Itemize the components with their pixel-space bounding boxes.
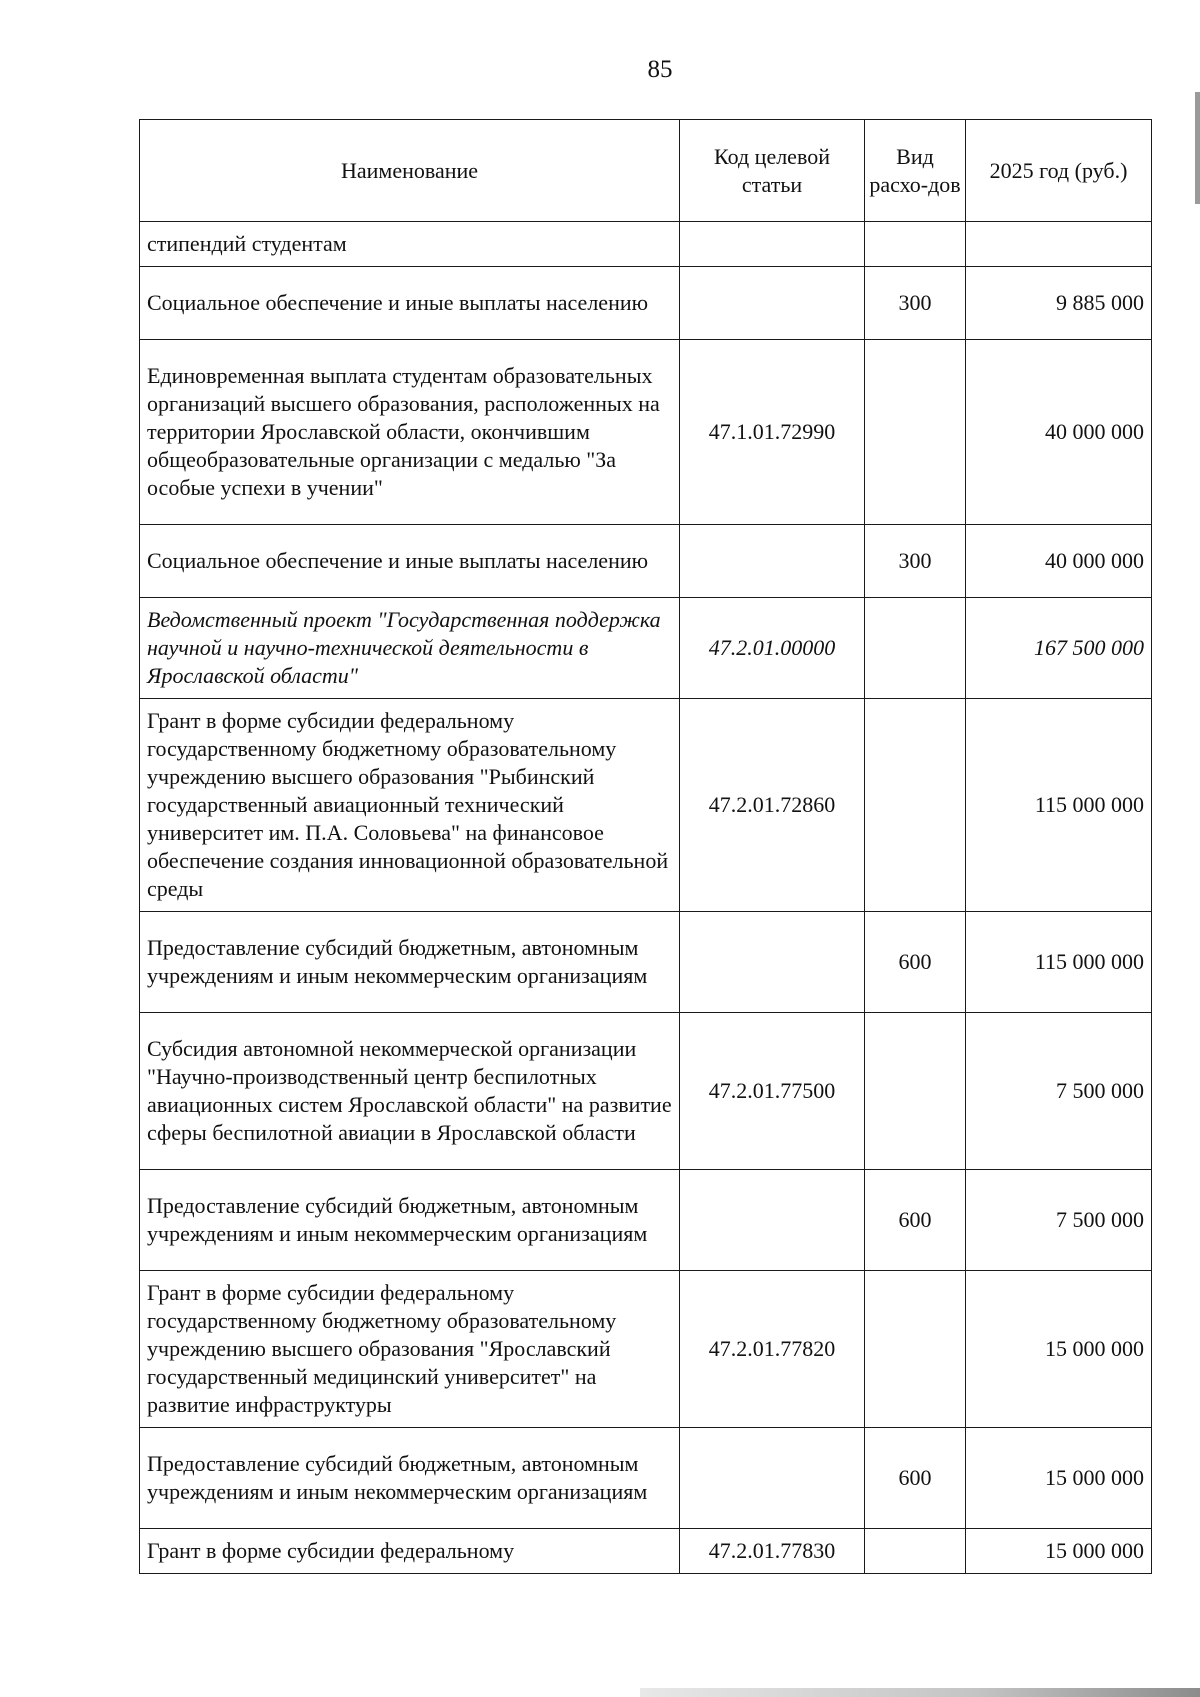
- header-code: Код целевой статьи: [680, 120, 865, 222]
- table-body: [140, 222, 1152, 1574]
- table-row: [140, 1428, 1152, 1529]
- cell-type: [865, 598, 966, 699]
- header-row: [140, 120, 1152, 222]
- header-amount: 2025 год (руб.): [966, 120, 1152, 222]
- header-name: Наименование: [140, 120, 680, 222]
- table-row: [140, 598, 1152, 699]
- table-row: [140, 1170, 1152, 1271]
- table-row: [140, 1529, 1152, 1574]
- cell-name: Ведомственный проект "Государственная поддержка научной и научно-технической деятельности в Ярославской области": [140, 598, 680, 699]
- cell-code: [680, 222, 865, 267]
- cell-type: 600: [865, 1170, 966, 1271]
- cell-name: Грант в форме субсидии федеральному государственному бюджетному образовательному учреждению высшего образования "Рыбинский государственный авиационный технический университет им. П.А. Соловьева" на финансовое обеспечение создания инновационной образовательной среды: [140, 699, 680, 912]
- cell-name: Социальное обеспечение и иные выплаты населению: [140, 267, 680, 340]
- header-type: Вид расхо-дов: [865, 120, 966, 222]
- cell-code: 47.1.01.72990: [680, 340, 865, 525]
- cell-amount: 40 000 000: [966, 340, 1152, 525]
- cell-name: Предоставление субсидий бюджетным, автономным учреждениям и иным некоммерческим организациям: [140, 1170, 680, 1271]
- table-row: [140, 222, 1152, 267]
- cell-name: Грант в форме субсидии федеральному государственному бюджетному образовательному учреждению высшего образования "Ярославский государственный медицинский университет" на развитие инфраструктуры: [140, 1271, 680, 1428]
- cell-amount: 7 500 000: [966, 1170, 1152, 1271]
- cell-amount: 40 000 000: [966, 525, 1152, 598]
- cell-code: [680, 1170, 865, 1271]
- cell-code: 47.2.01.00000: [680, 598, 865, 699]
- cell-code: [680, 267, 865, 340]
- cell-amount: 15 000 000: [966, 1271, 1152, 1428]
- cell-amount: 115 000 000: [966, 912, 1152, 1013]
- cell-type: [865, 1013, 966, 1170]
- table-row: [140, 340, 1152, 525]
- cell-type: 600: [865, 912, 966, 1013]
- cell-type: [865, 699, 966, 912]
- cell-amount: 115 000 000: [966, 699, 1152, 912]
- cell-type: [865, 1529, 966, 1574]
- cell-code: [680, 525, 865, 598]
- budget-table: [139, 119, 1152, 1574]
- table-row: [140, 699, 1152, 912]
- cell-name: Единовременная выплата студентам образовательных организаций высшего образования, расположенных на территории Ярославской области, окончившим общеобразовательные организации с медалью "За особые успехи в учении": [140, 340, 680, 525]
- cell-code: 47.2.01.72860: [680, 699, 865, 912]
- cell-code: 47.2.01.77820: [680, 1271, 865, 1428]
- cell-amount: 167 500 000: [966, 598, 1152, 699]
- cell-type: [865, 340, 966, 525]
- cell-amount: 15 000 000: [966, 1428, 1152, 1529]
- table-row: [140, 267, 1152, 340]
- cell-name: Грант в форме субсидии федеральному: [140, 1529, 680, 1574]
- table-row: [140, 525, 1152, 598]
- cell-amount: 15 000 000: [966, 1529, 1152, 1574]
- cell-code: 47.2.01.77830: [680, 1529, 865, 1574]
- page-number: 85: [647, 56, 673, 83]
- table-row: [140, 1271, 1152, 1428]
- cell-type: 300: [865, 525, 966, 598]
- cell-code: [680, 912, 865, 1013]
- cell-name: Предоставление субсидий бюджетным, автономным учреждениям и иным некоммерческим организациям: [140, 1428, 680, 1529]
- cell-amount: 7 500 000: [966, 1013, 1152, 1170]
- cell-type: 600: [865, 1428, 966, 1529]
- cell-code: 47.2.01.77500: [680, 1013, 865, 1170]
- cell-name: Субсидия автономной некоммерческой организации "Научно-производственный центр беспилотных авиационных систем Ярославской области" на развитие сферы беспилотной авиации в Ярославской области: [140, 1013, 680, 1170]
- cell-code: [680, 1428, 865, 1529]
- cell-amount: [966, 222, 1152, 267]
- table-row: [140, 1013, 1152, 1170]
- table-row: [140, 912, 1152, 1013]
- cell-amount: 9 885 000: [966, 267, 1152, 340]
- cell-name: стипендий студентам: [140, 222, 680, 267]
- scan-bottom-mark: [640, 1688, 1200, 1697]
- scan-edge-mark: [1195, 92, 1200, 204]
- cell-type: [865, 222, 966, 267]
- cell-type: [865, 1271, 966, 1428]
- table-header: [140, 120, 1152, 222]
- cell-name: Социальное обеспечение и иные выплаты населению: [140, 525, 680, 598]
- cell-type: 300: [865, 267, 966, 340]
- cell-name: Предоставление субсидий бюджетным, автономным учреждениям и иным некоммерческим организациям: [140, 912, 680, 1013]
